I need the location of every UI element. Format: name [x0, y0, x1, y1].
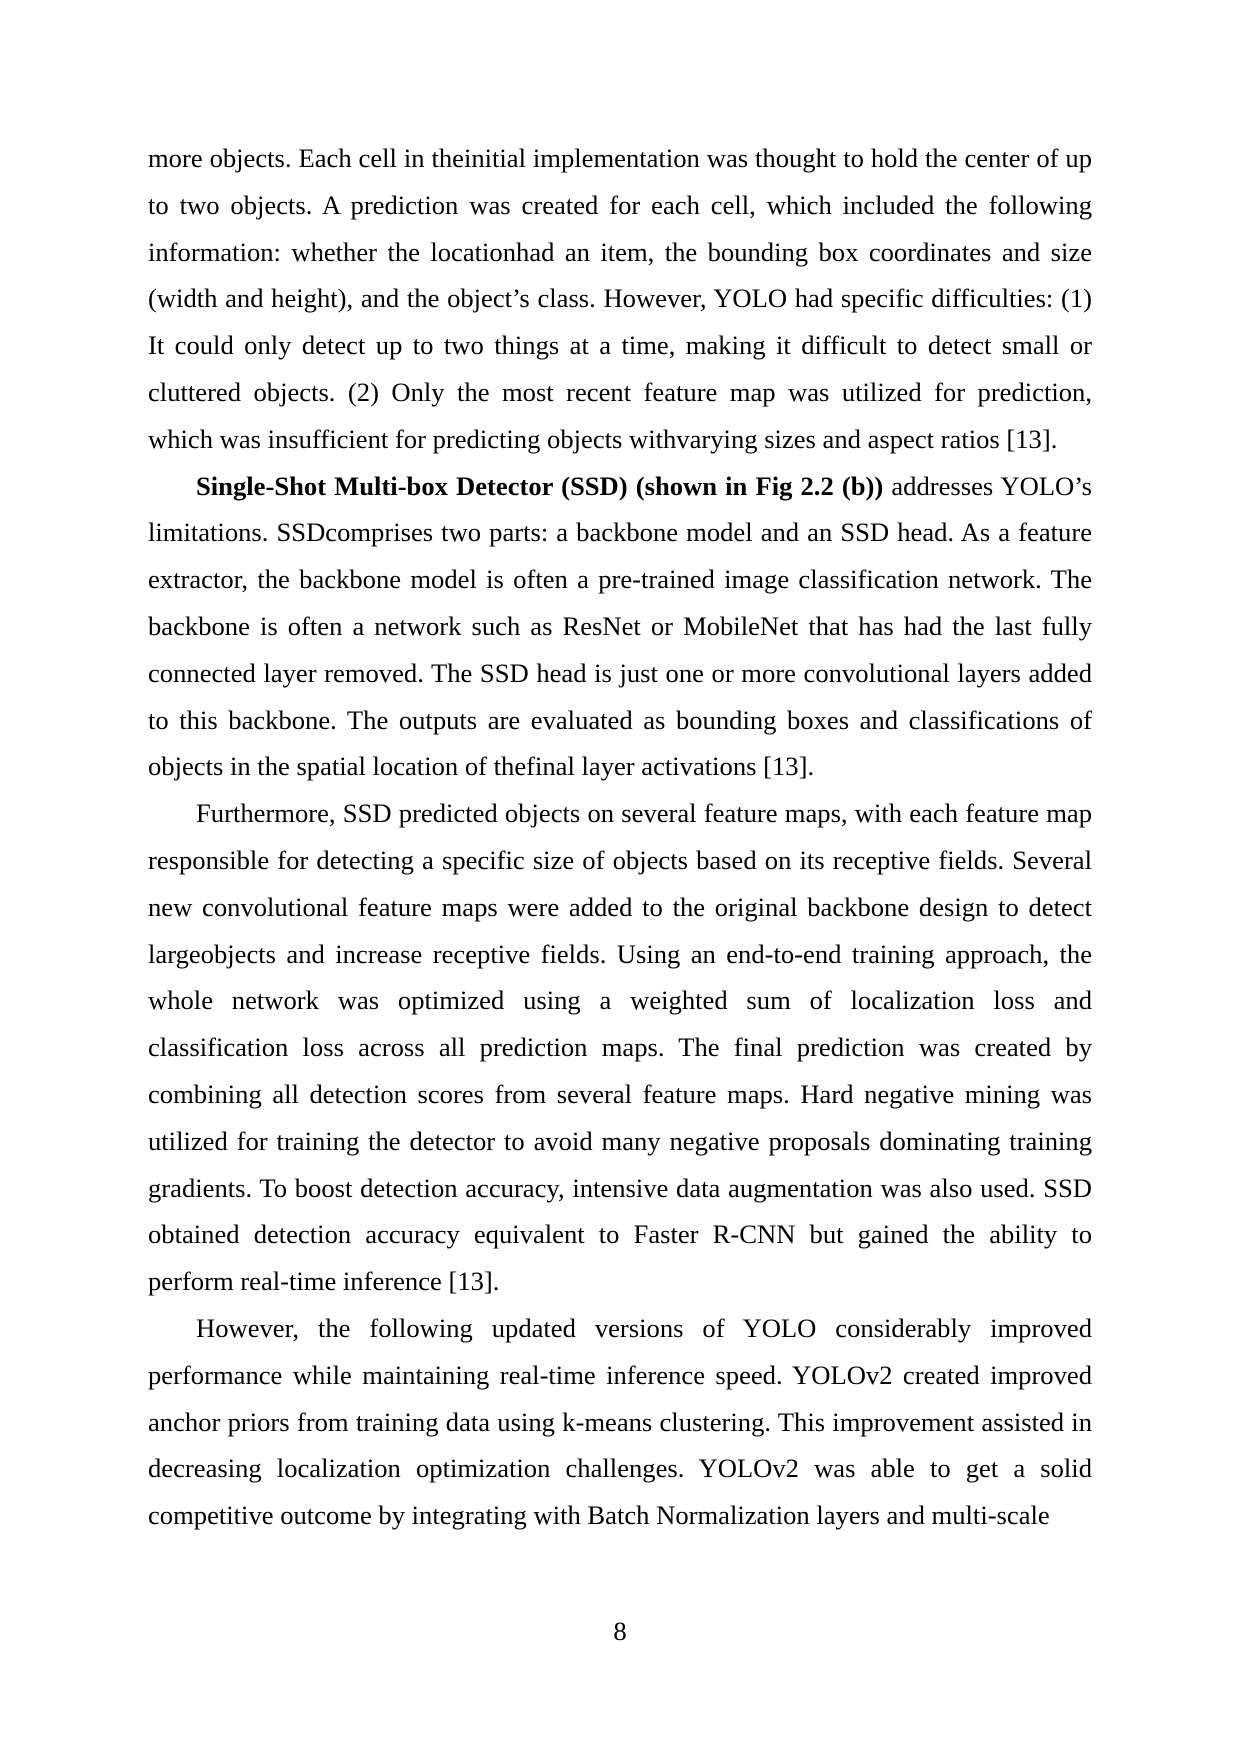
paragraph: [148, 463, 1092, 791]
paragraph: [148, 135, 1092, 463]
bold-text-run: Single-Shot Multi-box Detector (SSD) (shown in Fig 2.2 (b)): [196, 470, 884, 501]
text-run: addresses YOLO’s limitations. SSDcomprises two parts: a backbone model and an SSD head. As a feature extractor, the backbone model is often a pre-trained image classification network. The backbone is often a network such as ResNet or MobileNet that has had the last fully connected layer removed. The SSD head is just one or more convolutional layers added to this backbone. The outputs are evaluated as bounding boxes and classifications of objects in the spatial location of thefinal layer activations [13].: [148, 470, 1092, 782]
text-run: Furthermore, SSD predicted objects on several feature maps, with each feature map responsible for detecting a specific size of objects based on its receptive fields. Several new convolutional feature maps were added to the original backbone design to detect largeobjects and increase receptive fields. Using an end-to-end training approach, the whole network was optimized using a weighted sum of localization loss and classification loss across all prediction maps. The final prediction was created by combining all detection scores from several feature maps. Hard negative mining was utilized for training the detector to avoid many negative proposals dominating training gradients. To boost detection accuracy, intensive data augmentation was also used. SSD obtained detection accuracy equivalent to Faster R-CNN but gained the ability to perform real-time inference [13].: [148, 798, 1092, 1297]
paragraph: [148, 790, 1092, 1305]
page-body: [148, 135, 1092, 1539]
paragraph: [148, 1305, 1092, 1539]
page-number: 8: [613, 1616, 627, 1646]
text-run: more objects. Each cell in theinitial implementation was thought to hold the center of up to two objects. A prediction was created for each cell, which included the following information: whether the locationhad an item, the bounding box coordinates and size (width and height), and the object’s class. However, YOLO had specific difficulties: (1) It could only detect up to two things at a time, making it difficult to detect small or cluttered objects. (2) Only the most recent feature map was utilized for prediction, which was insufficient for predicting objects withvarying sizes and aspect ratios [13].: [148, 143, 1092, 454]
text-run: However, the following updated versions of YOLO considerably improved performance while maintaining real-time inference speed. YOLOv2 created improved anchor priors from training data using k-means clustering. This improvement assisted in decreasing localization optimization challenges. YOLOv2 was able to get a solid competitive outcome by integrating with Batch Normalization layers and multi-scale: [148, 1312, 1092, 1531]
